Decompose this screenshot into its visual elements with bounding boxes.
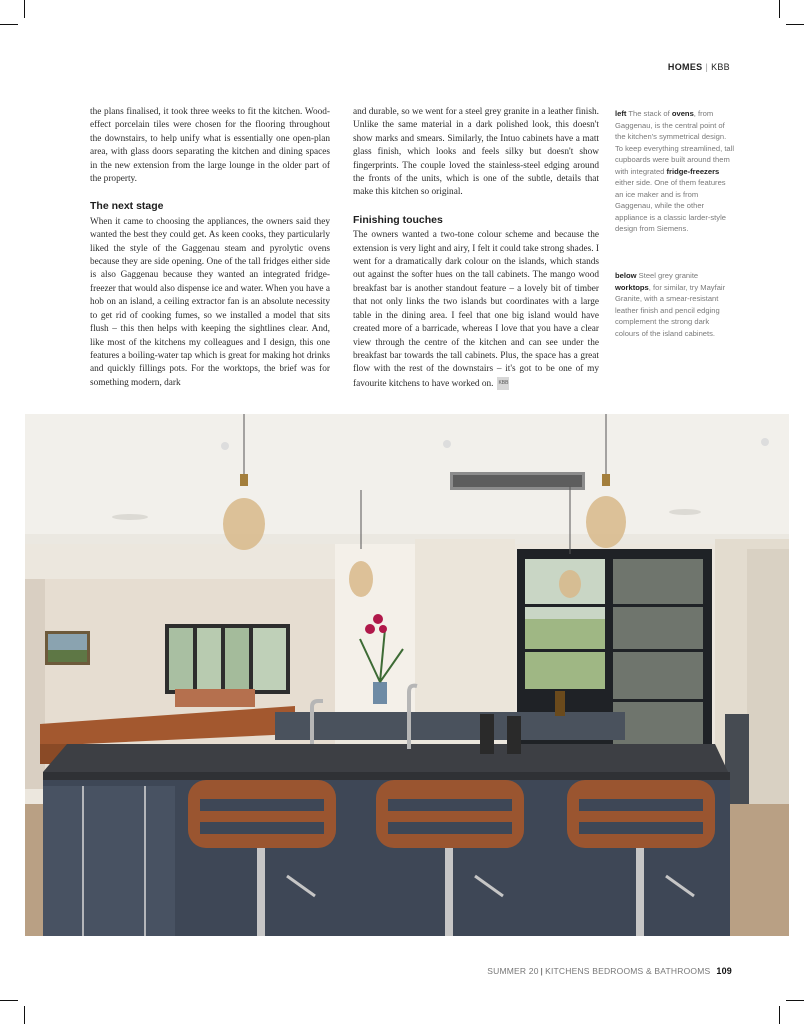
caption-keyword: fridge-freezers: [666, 166, 720, 176]
crop-mark: [779, 0, 780, 18]
caption-keyword: ovens: [671, 109, 694, 118]
article-column-1: [90, 106, 330, 390]
issue-label: SUMMER 20: [487, 966, 539, 976]
body-paragraph: When it came to choosing the appliances, the owners said they wanted the best they could get. As keen cooks, they particularly liked the style of the Gaggenau steam and pyrolytic ovens because they are side opening. One of the tall fridges either side is also Gaggenau because they wanted an integrated fridge-freezer that would also dispense ice and water. When you have a hob on an island, a ceiling extractor fan is an absolute necessity to get rid of cooking fumes, so we installed a model that sits flush – this then helps with keeping the sightlines clear. And, like most of the kitchens my colleagues and I design, this one features a boiling-water tap which is great for making hot drinks and quickly fillings pots. For the worktops, the brief was for something modern, dark: [90, 216, 330, 388]
kitchen-photo: [25, 414, 789, 936]
crop-mark: [24, 1006, 25, 1024]
caption-keyword: worktops: [615, 282, 649, 292]
caption-lead: left: [615, 109, 627, 118]
caption-text: The stack of: [626, 109, 672, 118]
page-number: 109: [716, 966, 732, 976]
magazine-title: KITCHENS BEDROOMS & BATHROOMS: [545, 966, 711, 976]
crop-mark: [779, 1006, 780, 1024]
crop-mark: [0, 24, 18, 25]
caption-text: Steel grey granite: [636, 271, 699, 280]
subheading: The next stage: [90, 200, 164, 213]
article-column-2: [353, 106, 599, 391]
crop-mark: [0, 1000, 18, 1001]
caption-text: either side. One of them features an ice maker and is from Gaggenau, while the other appliance is a classic larder-style design from Siemens.: [615, 178, 726, 233]
crop-mark: [24, 0, 25, 18]
section-header: [668, 62, 730, 72]
footer-separator: |: [540, 966, 544, 976]
photo-caption-below: [615, 270, 735, 339]
body-text: The owners wanted a two-tone colour scheme and because the extension is very light and airy, I felt it could take strong shades. I went for a dramatically dark colour on the islands, which stands out against the softer hues on the tall cabinets. The mango wood breakfast bar is another standout feature – a lovely bit of timber that not only links the two islands but coordinates with a large table in the dining area. I feel that one big island would have created more of a barricade, whereas I love that you have a clear view through the centre of the kitchen and can see under the breakfast bar towards the tall cabinets. Plus, the space has a great flow with the rest of the downstairs – it's got to be one of my favourite kitchens to have worked on.: [353, 230, 599, 389]
magazine-label: KBB: [711, 62, 730, 72]
header-separator: |: [705, 62, 709, 72]
crop-mark: [786, 24, 804, 25]
body-paragraph: [353, 229, 599, 391]
section-label: HOMES: [667, 62, 703, 72]
caption-lead: below: [615, 271, 637, 280]
photo-caption-left: [615, 108, 735, 235]
body-paragraph: and durable, so we went for a steel grey granite in a leather finish. Unlike the same material in a dark polished look, this doesn't show marks and smears. Similarly, the Intuo cabinets have a matt glass finish, which looks and feels silky but doesn't show fingerprints. The couple loved the stainless-steel edging around the fronts of the units, which is one of the subtle, details that make this kitchen so original.: [353, 107, 599, 198]
crop-mark: [786, 1000, 804, 1001]
body-paragraph: the plans finalised, it took three weeks to fit the kitchen. Wood-effect porcelain tiles were chosen for the flooring throughout the downstairs, to help unify what is essentially one open-plan area, with glass doors separating the kitchen and dining spaces in the new extension from the large lounge in the older part of the property.: [90, 107, 330, 185]
caption-text: , for similar, try Mayfair Granite, with a smear-resistant leather finish and pencil edging complement the strong dark colours of the island cabinets.: [615, 282, 726, 338]
subheading: Finishing touches: [353, 213, 443, 226]
end-mark: KBB: [497, 377, 509, 390]
caption-text: , from Gaggenau, is the central point of the kitchen's symmetrical design. To keep everything streamlined, tall cupboards were built around them with integrated: [615, 109, 735, 176]
page-footer: [487, 966, 732, 976]
